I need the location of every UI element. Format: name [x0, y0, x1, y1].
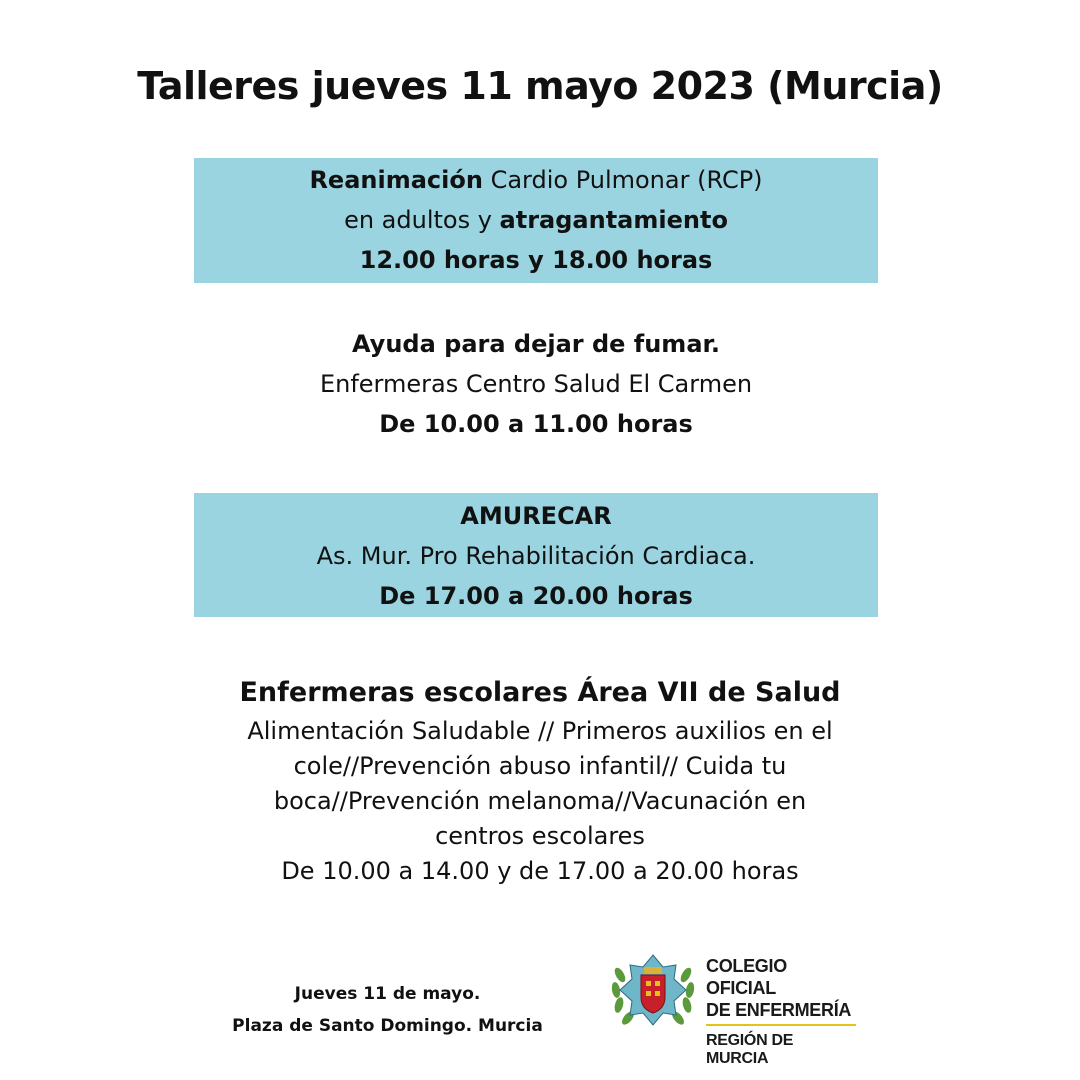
workshop-rcp [194, 158, 878, 283]
page-title: Talleres jueves 11 mayo 2023 (Murcia) [137, 64, 943, 108]
workshop-rcp-line1-rest: Cardio Pulmonar (RCP) [482, 166, 763, 194]
logo-divider [706, 1024, 856, 1026]
workshop-fumar-subtitle: Enfermeras Centro Salud El Carmen [319, 370, 753, 398]
workshop-rcp-line1 [194, 160, 878, 200]
crest-icon [608, 945, 698, 1035]
workshop-rcp-line1-bold: Reanimación [309, 166, 483, 194]
workshop-rcp-line2-bold: atragantamiento [499, 206, 728, 234]
colegio-logo [608, 945, 858, 1067]
workshop-amurecar-subtitle: As. Mur. Pro Rehabilitación Cardiaca. [316, 542, 756, 570]
workshop-rcp-line2-pre: en adultos y [344, 206, 500, 234]
workshop-fumar-heading: Ayuda para dejar de fumar. [351, 330, 721, 358]
workshop-escolares-line: centros escolares [435, 822, 645, 850]
workshop-amurecar-time: De 17.00 a 20.00 horas [379, 582, 693, 610]
workshop-fumar [194, 324, 878, 444]
workshop-escolares [180, 672, 900, 889]
event-date: Jueves 11 de mayo. [294, 984, 481, 1004]
workshop-escolares-time: De 10.00 a 14.00 y de 17.00 a 20.00 horas [281, 857, 799, 885]
event-place: Plaza de Santo Domingo. Murcia [232, 1016, 543, 1036]
workshop-amurecar-heading: AMURECAR [460, 502, 612, 530]
logo-line3: REGIÓN DE MURCIA [706, 1032, 794, 1067]
workshop-escolares-line: cole//Prevención abuso infantil// Cuida tu [293, 752, 787, 780]
workshop-amurecar [194, 493, 878, 617]
logo-line1: COLEGIO OFICIAL [706, 956, 787, 998]
logo-text [706, 955, 858, 1068]
workshop-rcp-line2 [194, 200, 878, 240]
workshop-fumar-time: De 10.00 a 11.00 horas [379, 410, 693, 438]
workshop-escolares-line: Alimentación Saludable // Primeros auxilios en el [247, 717, 833, 745]
workshop-escolares-heading: Enfermeras escolares Área VII de Salud [239, 677, 841, 708]
workshop-escolares-line: boca//Prevención melanoma//Vacunación en [273, 787, 807, 815]
workshop-rcp-time: 12.00 horas y 18.00 horas [359, 246, 713, 274]
logo-line2: DE ENFERMERÍA [706, 1000, 852, 1020]
event-info [200, 978, 575, 1042]
